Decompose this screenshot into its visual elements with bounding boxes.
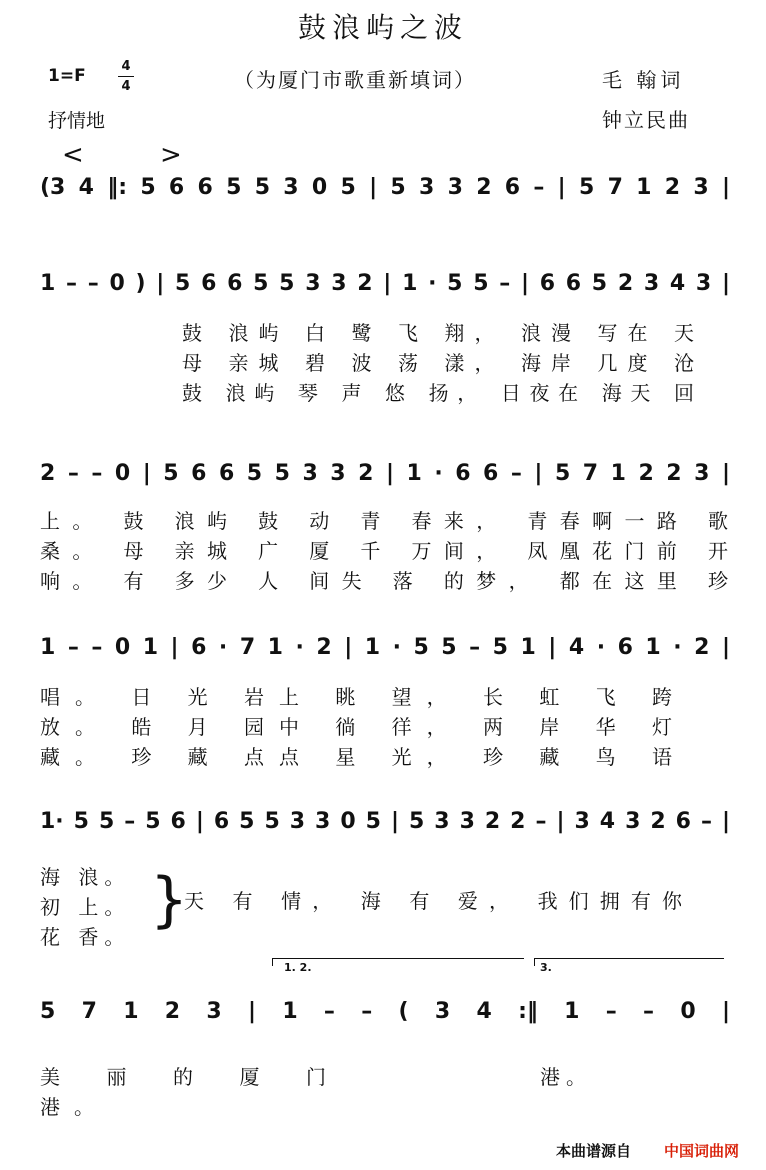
volta-bracket-third-edge [534, 958, 535, 966]
volta-bracket-first-edge [272, 958, 273, 966]
notation-line: 1 – – 0 1 | 6 · 7 1 · 2 | 1 · 5 5 – 5 1 | 4 · 6 1 · 2 | [40, 635, 730, 660]
volta-bracket-third [534, 958, 724, 959]
notation-line: 1 – – 0 ) | 5 6 6 5 5 3 3 2 | 1 · 5 5 – | 6 6 5 2 3 4 3 | [40, 271, 730, 296]
lyric-final-ending: 港。 [540, 1065, 592, 1089]
notation-line: (3 4 ‖: 5 6 6 5 5 3 0 5 | 5 3 3 2 6 – | 5 7 1 2 3 | [40, 175, 730, 200]
lyric-verse-3: 响。 有 多少 人 间失 落 的梦， 都在这里 珍 [40, 569, 730, 593]
lyric-verse-1: 鼓 浪屿 白 鹭 飞 翔， 浪漫 写在 天 [182, 321, 696, 345]
lyric-verse-2: 母 亲城 碧 波 荡 漾， 海岸 几度 沧 [182, 351, 696, 375]
time-signature [118, 58, 134, 95]
lyric-verse-3-end: 花 香。 [40, 925, 131, 949]
volta-bracket-first [272, 958, 524, 959]
crescendo-hairpin-icon: < [62, 140, 84, 170]
notation-line: 1· 5 5 – 5 6 | 6 5 5 3 3 0 5 | 5 3 3 2 2 – | 3 4 3 2 6 – | [40, 809, 730, 834]
lyric-verse-2: 放。 皓 月 园中 徜 徉， 两 岸 华 灯 [40, 715, 674, 739]
subtitle: （为厦门市歌重新填词） [234, 68, 476, 92]
source-credit: 本曲谱源自 [556, 1142, 632, 1160]
notation-line: 2 – – 0 | 5 6 6 5 5 3 3 2 | 1 · 6 6 – | 5 7 1 2 2 3 | [40, 461, 730, 486]
lyric-verse-2-end: 初 上。 [40, 895, 131, 919]
time-signature-top: 4 [121, 59, 131, 74]
time-signature-bar [118, 76, 134, 77]
notation-line: 5 7 1 2 3 | 1 – – ( 3 4 :‖ 1 – – 0 | [40, 999, 730, 1024]
composer-credit: 钟立民曲 [602, 108, 690, 132]
song-title: 鼓浪屿之波 [297, 11, 468, 44]
volta-label-first: 1. 2. [284, 961, 312, 974]
key-signature: 1=F [48, 66, 86, 86]
notation-system-3 [40, 452, 730, 496]
notation-system-4 [40, 626, 730, 670]
lyric-final-line: 美 丽 的 厦 门 港。 [40, 1065, 340, 1119]
lyricist-credit: 毛 翰词 [602, 68, 685, 92]
lyric-chorus: 天 有 情， 海 有 爱， 我们拥有你 [184, 889, 684, 913]
time-signature-bottom: 4 [121, 79, 131, 94]
notation-system-1 [40, 166, 730, 210]
lyric-verse-3: 藏。 珍 藏 点点 星 光， 珍 藏 鸟 语 [40, 745, 674, 769]
lyric-verse-1-end: 海 浪。 [40, 865, 131, 889]
decrescendo-hairpin-icon: > [160, 140, 182, 170]
lyric-verse-2: 桑。 母 亲城 广 厦 千 万间， 凤凰花门前 开 [40, 539, 730, 563]
lyric-verse-1: 唱。 日 光 岩上 眺 望， 长 虹 飞 跨 [40, 685, 674, 709]
site-name-link[interactable]: 中国词曲网 [664, 1142, 740, 1160]
notation-system-2 [40, 262, 730, 306]
lyric-verse-1: 上。 鼓 浪屿 鼓 动 青 春来， 青春啊一路 歌 [40, 509, 730, 533]
verse-brace-icon: } [150, 865, 189, 935]
notation-system-6 [40, 990, 730, 1034]
volta-label-third: 3. [540, 961, 552, 974]
notation-system-5 [40, 800, 730, 844]
lyric-verse-3: 鼓 浪屿 琴 声 悠 扬， 日夜在 海天 回 [182, 381, 696, 405]
expression-marking: 抒情地 [48, 110, 106, 132]
